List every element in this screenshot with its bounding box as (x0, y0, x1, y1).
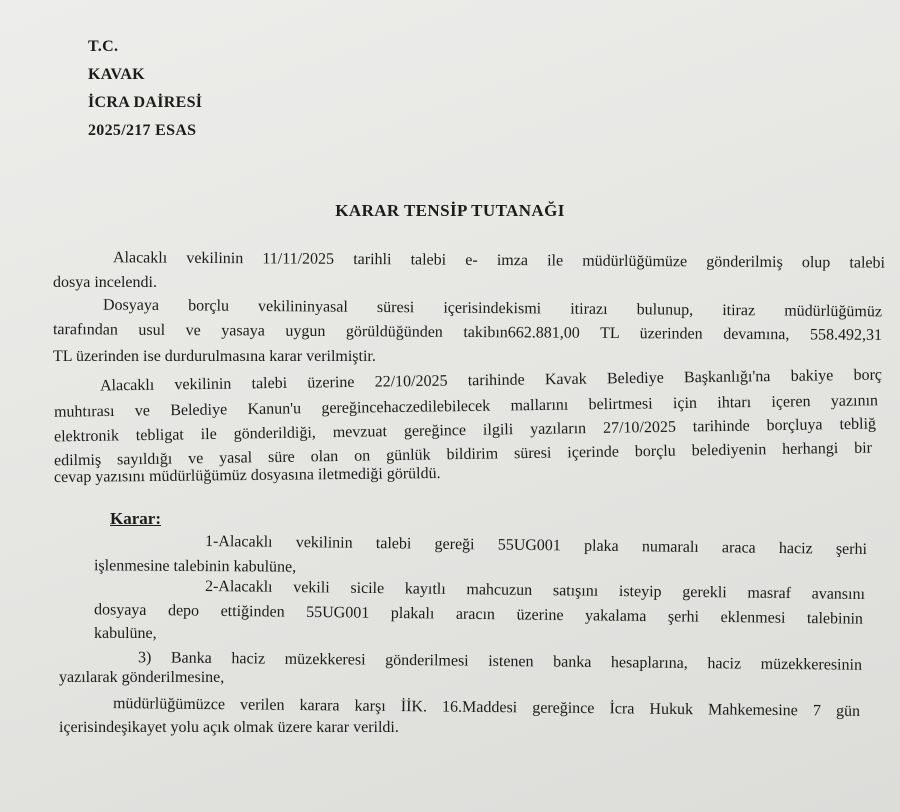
header-country: T.C. (88, 38, 119, 55)
decision-heading: Karar: (110, 509, 161, 528)
decision-item-2-line-1: 2-Alacaklı vekili sicile kayıtlı mahcuzun satışını isteyip gerekli masraf avansını (204, 577, 866, 604)
paragraph-2-line-1: Dosyaya borçlu vekilininyasal süresi içerisindekismi itirazı bulunup, itiraz müdürlüğümüz (102, 296, 883, 321)
paragraph-2-line-2: tarafından usul ve yasaya uygun görüldüğünden takibın662.881,00 TL üzerinden devamına, 558.492,31 (52, 321, 883, 344)
paragraph-2-line-3: TL üzerinden ise durdurulmasına karar verilmiştir. (53, 348, 376, 365)
decision-item-2-line-2: dosyaya depo ettiğinden 55UG001 plakalı aracın üzerine yakalama şerhi eklenmesi talebinin (93, 601, 864, 628)
final-line-2: içerisindeşikayet yolu açık olmak üzere karar verildi. (59, 719, 399, 736)
decision-item-3-line-2: yazılarak gönderilmesine, (59, 669, 225, 686)
paragraph-3-line-3: elektronik tebligat ile gönderildiği, mevzuat gereğince ilgili yazıların 27/10/2025 tarihinde borçluya tebliğ (53, 415, 877, 446)
decision-item-1-line-2: işlenmesine talebinin kabulüne, (93, 557, 297, 576)
paragraph-3-line-5: cevap yazısını müdürlüğümüz dosyasına iletmediği görüldü. (53, 464, 441, 487)
document-title: KARAR TENSİP TUTANAĞI (335, 201, 565, 220)
decision-item-2-line-3: kabulüne, (94, 625, 157, 642)
paragraph-3-line-1: Alacaklı vekilinin talebi üzerine 22/10/2025 tarihinde Kavak Belediye Başkanlığı'na bakiye borç (99, 366, 883, 395)
header-district: KAVAK (88, 66, 145, 83)
final-line-1: müdürlüğümüzce verilen karara karşı İİK. 16.Maddesi gereğince İcra Hukuk Mahkemesine 7 gün (112, 695, 861, 720)
header-office: İCRA DAİRESİ (88, 94, 203, 111)
paragraph-3-line-2: muhtırası ve Belediye Kanun'u gereğincehaczedilebilecek mallarını belirtmesi için ihtarı içeren yazının (53, 392, 879, 421)
paragraph-1-line-2: dosya incelendi. (53, 274, 157, 291)
decision-item-1-line-1: 1-Alacaklı vekilinin talebi gereği 55UG001 plaka numaralı araca haciz şerhi (204, 532, 868, 559)
decision-item-3-line-1: 3) Banka haciz müzekkeresi gönderilmesi istenen banka hesaplarına, haciz müzekkeresinin (137, 649, 863, 674)
paragraph-3-line-4: edilmiş sayıldığı ve yasal süre olan on günlük bildirim süresi içerinde borçlu belediyenin herhangi bir (53, 439, 873, 470)
header-file-number: 2025/217 ESAS (88, 122, 197, 139)
paragraph-1-line-1: Alacaklı vekilinin 11/11/2025 tarihli talebi e- imza ile müdürlüğümüze gönderilmiş olup talebi (112, 249, 886, 272)
